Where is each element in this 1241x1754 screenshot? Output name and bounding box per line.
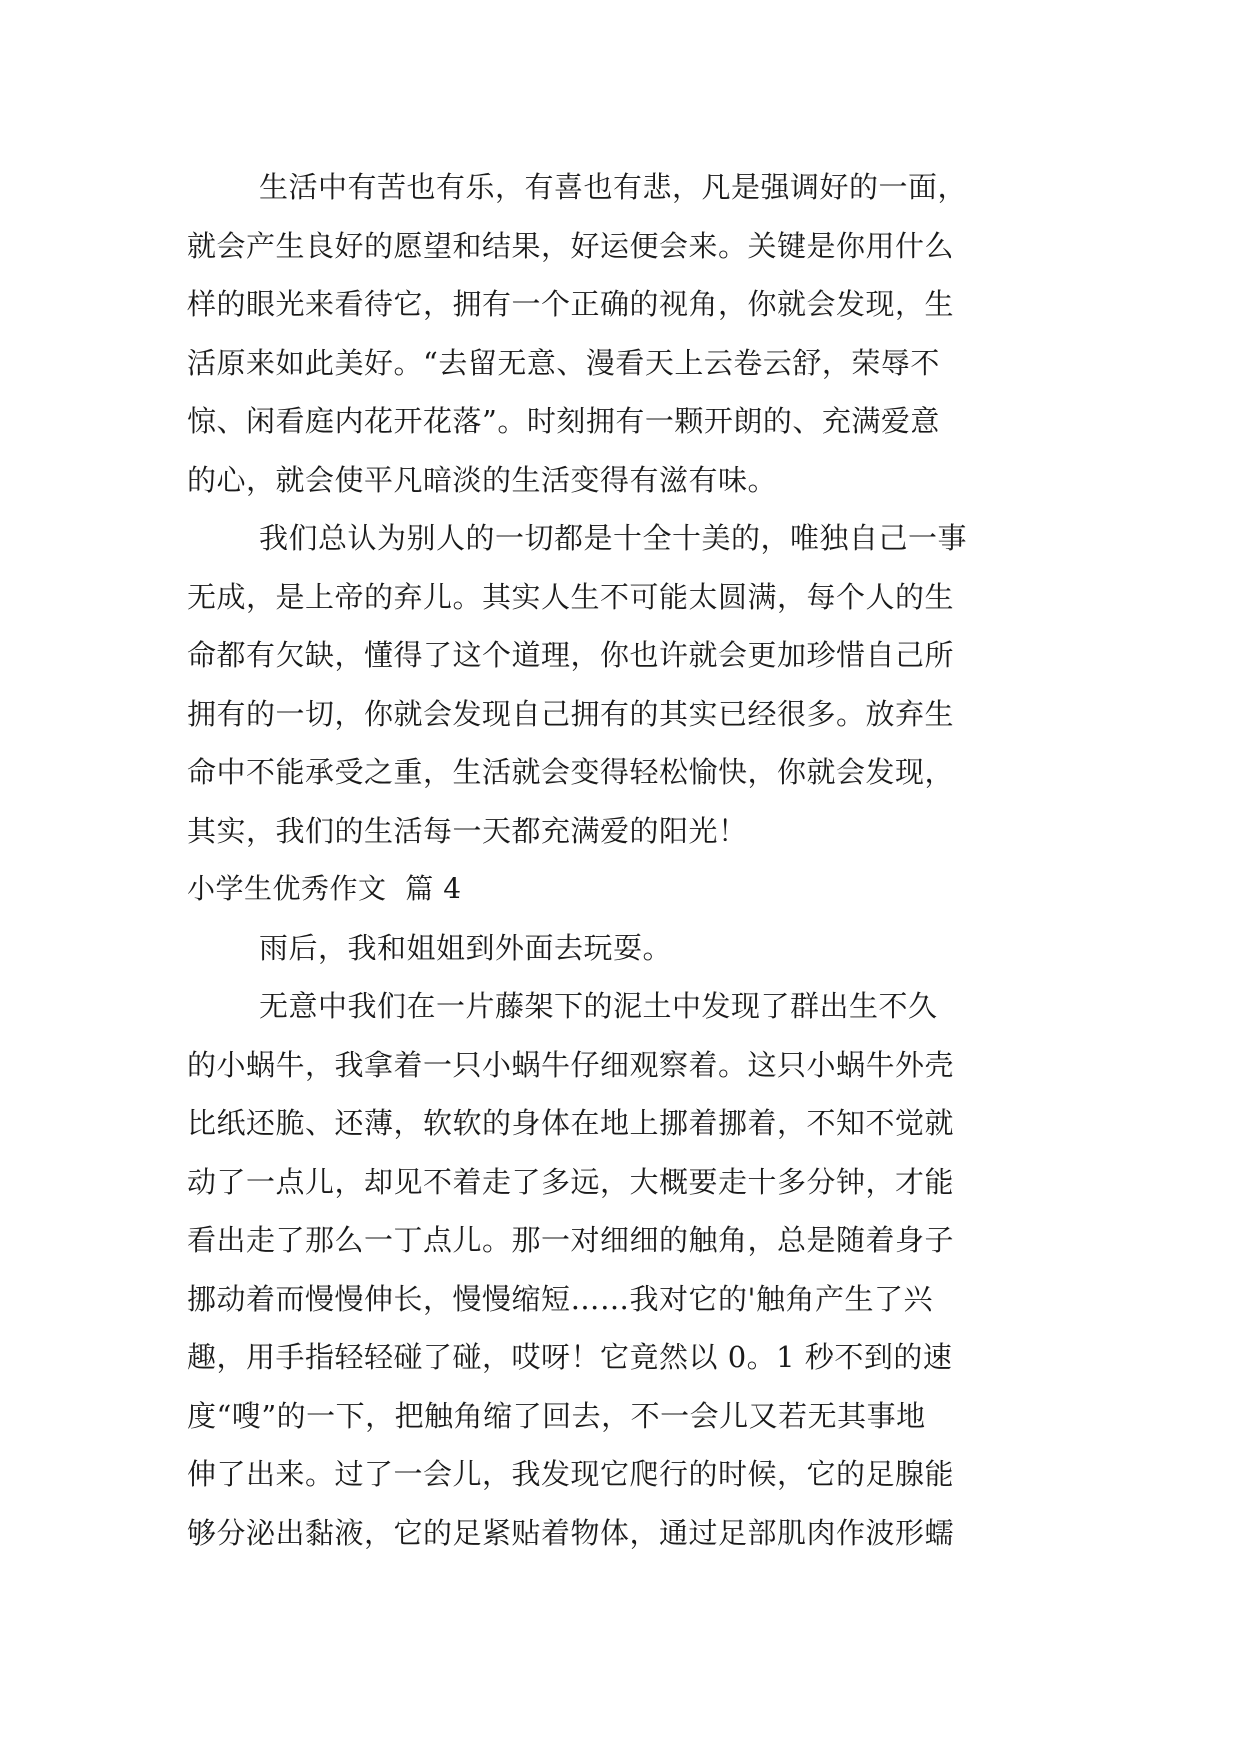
- text-line: 看出走了那么一丁点儿。那一对细细的触角，总是随着身子: [187, 1223, 955, 1257]
- text-line: 无成，是上帝的弃儿。其实人生不可能太圆满，每个人的生: [187, 579, 955, 614]
- text-line: 活原来如此美好。“去留无意、漫看天上云卷云舒，荣辱不: [187, 345, 940, 380]
- text-line: 就会产生良好的愿望和结果，好运便会来。关键是你用什么: [187, 228, 955, 263]
- text-line: 我们总认为别人的一切都是十全十美的，唯独自己一事: [259, 521, 968, 555]
- text-line: 伸了出来。过了一会儿，我发现它爬行的时候，它的足腺能: [187, 1457, 955, 1491]
- text-line: 的小蜗牛，我拿着一只小蜗牛仔细观察着。这只小蜗牛外壳: [187, 1047, 955, 1082]
- text-line: 的心，就会使平凡暗淡的生活变得有滋有味。: [187, 462, 778, 497]
- paragraph: [187, 158, 1067, 509]
- text-line: 惊、闲看庭内花开花落”。时刻拥有一颗开朗的、充满爱意: [187, 404, 940, 438]
- text-line: 其实，我们的生活每一天都充满爱的阳光！: [187, 813, 748, 848]
- text-line: 拥有的一切，你就会发现自己拥有的其实已经很多。放弃生: [187, 696, 955, 731]
- text-line: 命都有欠缺，懂得了这个道理，你也许就会更加珍惜自己所: [187, 638, 955, 672]
- text-line: 命中不能承受之重，生活就会变得轻松愉快，你就会发现，: [187, 755, 955, 789]
- text-line: 够分泌出黏液，它的足紧贴着物体，通过足部肌肉作波形蠕: [187, 1515, 955, 1550]
- text-line: 度“嗖”的一下，把触角缩了回去，不一会儿又若无其事地: [187, 1398, 926, 1433]
- text-line: 样的眼光来看待它，拥有一个正确的视角，你就会发现，生: [187, 287, 955, 321]
- text-line: 比纸还脆、还薄，软软的身体在地上挪着挪着，不知不觉就: [187, 1106, 955, 1140]
- paragraph: [187, 919, 1067, 978]
- document-body: [187, 158, 1067, 1562]
- text-line: 生活中有苦也有乐，有喜也有悲，凡是强调好的一面，: [259, 170, 968, 204]
- text-line: 动了一点儿，却见不着走了多远，大概要走十多分钟，才能: [187, 1164, 955, 1199]
- text-line: 雨后，我和姐姐到外面去玩耍。: [259, 930, 673, 965]
- section-heading: 小学生优秀作文 篇 4: [187, 872, 462, 905]
- text-line: 趣，用手指轻轻碰了碰，哎呀！它竟然以 0。1 秒不到的速: [187, 1340, 953, 1374]
- paragraph: [187, 977, 1067, 1562]
- text-line: 无意中我们在一片藤架下的泥土中发现了群出生不久: [259, 989, 938, 1023]
- paragraph: [187, 509, 1067, 860]
- text-line: 挪动着而慢慢伸长，慢慢缩短……我对它的'触角产生了兴: [187, 1281, 933, 1316]
